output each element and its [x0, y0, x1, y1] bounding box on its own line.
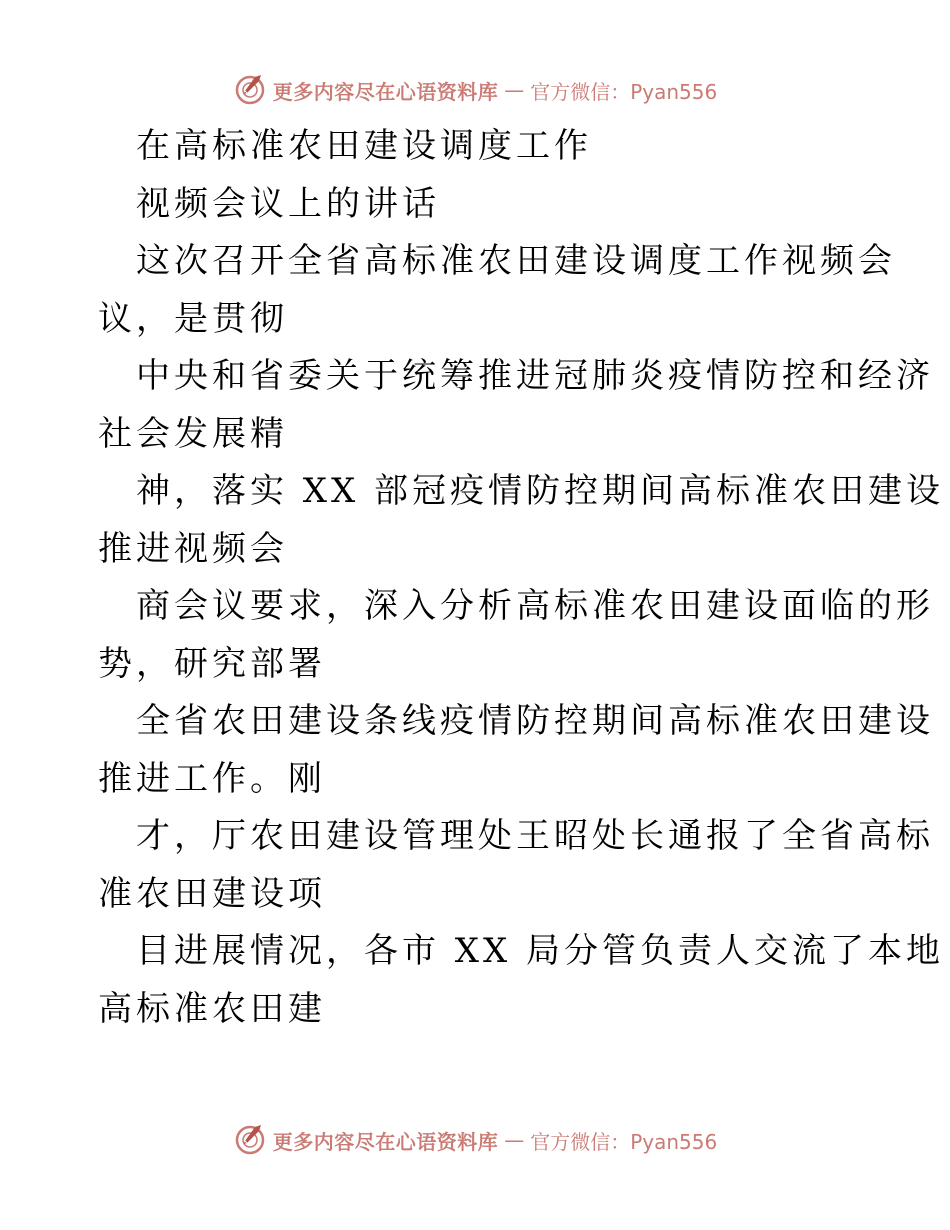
- text-line: 在高标准农田建设调度工作: [136, 126, 592, 166]
- text-line: 视频会议上的讲话: [136, 183, 440, 224]
- pen-logo-icon: [233, 73, 267, 107]
- text-line: 目进展情况，各市 XX 局分管负责人交流了本地: [136, 931, 945, 971]
- text-line: 议，是贯彻: [98, 298, 288, 339]
- banner-title: 更多内容尽在心语资料库: [272, 79, 499, 104]
- text-line: 这次召开全省高标准农田建设调度工作视频会: [136, 241, 896, 281]
- banner-separator: —: [504, 1128, 525, 1152]
- document-body: [98, 118, 945, 1038]
- text-line: 社会发展精: [98, 413, 288, 454]
- banner-wechat: 官方微信：Pyan556: [530, 79, 718, 104]
- footer-banner: [0, 1120, 950, 1160]
- header-banner: [0, 70, 950, 110]
- text-line: 商会议要求，深入分析高标准农田建设面临的形: [136, 586, 934, 626]
- text-line: 势，研究部署: [98, 643, 326, 684]
- banner-separator: —: [504, 78, 525, 102]
- text-line: 推进视频会: [98, 528, 288, 569]
- pen-logo-icon: [233, 1123, 267, 1157]
- text-line: 高标准农田建: [98, 988, 326, 1029]
- text-line: 准农田建设项: [98, 873, 326, 914]
- text-line: 全省农田建设条线疫情防控期间高标准农田建设: [136, 701, 934, 741]
- banner-title: 更多内容尽在心语资料库: [272, 1129, 499, 1154]
- text-line: 推进工作。刚: [98, 758, 326, 799]
- text-line: 才，厅农田建设管理处王昭处长通报了全省高标: [136, 816, 934, 856]
- text-line: 中央和省委关于统筹推进冠肺炎疫情防控和经济: [136, 356, 934, 396]
- banner-wechat: 官方微信：Pyan556: [530, 1129, 718, 1154]
- text-line: 神，落实 XX 部冠疫情防控期间高标准农田建设: [136, 471, 945, 511]
